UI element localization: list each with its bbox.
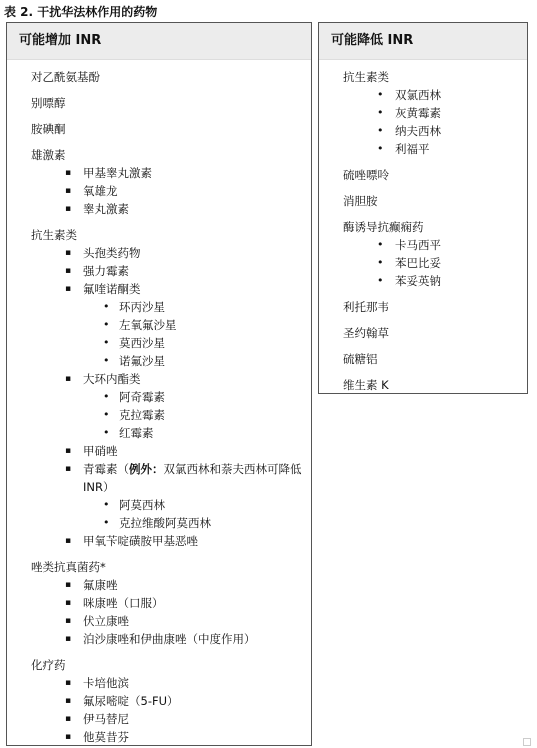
drug-item-label: 青霉素 <box>83 462 118 476</box>
drug-group: 利托那韦 <box>343 300 389 314</box>
drug-item: ▪ 强力霉素 <box>31 262 311 280</box>
drug-item: ▪ 卡培他滨 <box>31 674 311 692</box>
drug-group: 抗生素类 <box>343 70 389 84</box>
drug-item <box>31 460 311 496</box>
drug-item: ▪ 他莫昔芬 <box>31 728 311 746</box>
drug-group: 唑类抗真菌药* <box>31 560 106 574</box>
drug-group: 雄激素 <box>31 148 66 162</box>
drug-item: ▪ 头孢类药物 <box>31 244 311 262</box>
drug-subitem: • 红霉素 <box>31 424 311 442</box>
drug-group: 别嘌醇 <box>31 96 66 110</box>
increase-inr-list <box>7 60 311 746</box>
drug-subitem: • 阿奇霉素 <box>31 388 311 406</box>
note-exception-label: 例外： <box>129 462 164 476</box>
table-title: 表 2. 干扰华法林作用的药物 <box>4 5 158 19</box>
note-text: 双氯西林和萘夫西林可降低 INR） <box>83 462 302 494</box>
drug-group: 化疗药 <box>31 658 66 672</box>
drug-subitem: • 环丙沙星 <box>31 298 311 316</box>
decrease-inr-panel <box>318 22 528 394</box>
drug-item: ▪ 氧雄龙 <box>31 182 311 200</box>
drug-item: ▪ 大环内酯类 <box>31 370 311 388</box>
drug-group: 抗生素类 <box>31 228 77 242</box>
drug-subitem: • 克拉维酸阿莫西林 <box>31 514 311 532</box>
drug-item: ▪ 甲氧苄啶磺胺甲基恶唑 <box>31 532 311 550</box>
drug-group: 维生素 K <box>343 378 389 392</box>
drug-item: ▪ 睾丸激素 <box>31 200 311 218</box>
decrease-inr-header: 可能降低 INR <box>319 23 527 60</box>
drug-item: ▪ 咪康唑（口服） <box>31 594 311 612</box>
drug-subitem: • 左氧氟沙星 <box>31 316 311 334</box>
drug-item: • 双氯西林 <box>343 86 527 104</box>
drug-group: 对乙酰氨基酚 <box>31 70 100 84</box>
drug-item: ▪ 伏立康唑 <box>31 612 311 630</box>
drug-item: • 卡马西平 <box>343 236 527 254</box>
drug-subitem: • 克拉霉素 <box>31 406 311 424</box>
drug-item: • 灰黄霉素 <box>343 104 527 122</box>
drug-item: ▪ 伊马替尼 <box>31 710 311 728</box>
drug-subitem: • 阿莫西林 <box>31 496 311 514</box>
drug-group: 胺碘酮 <box>31 122 66 136</box>
drug-item: • 利福平 <box>343 140 527 158</box>
drug-item: • 纳夫西林 <box>343 122 527 140</box>
drug-item: ▪ 泊沙康唑和伊曲康唑（中度作用） <box>31 630 311 648</box>
drug-subitem: • 莫西沙星 <box>31 334 311 352</box>
drug-group: 硫唑嘌呤 <box>343 168 389 182</box>
drug-subitem: • 诺氟沙星 <box>31 352 311 370</box>
decrease-inr-list <box>319 60 527 394</box>
drug-item: ▪ 甲硝唑 <box>31 442 311 460</box>
increase-inr-panel <box>6 22 312 746</box>
increase-inr-header: 可能增加 INR <box>7 23 311 60</box>
drug-item: ▪ 氟康唑 <box>31 576 311 594</box>
drug-group: 圣约翰草 <box>343 326 389 340</box>
drug-group: 消胆胺 <box>343 194 378 208</box>
drug-item: • 苯巴比妥 <box>343 254 527 272</box>
drug-group: 酶诱导抗癫痫药 <box>343 220 424 234</box>
drug-item: ▪ 氟尿嘧啶（5-FU） <box>31 692 311 710</box>
corner-mark <box>523 738 531 746</box>
drug-item: ▪ 氟喹诺酮类 <box>31 280 311 298</box>
drug-group: 硫糖铝 <box>343 352 378 366</box>
note-prefix: （ <box>117 462 129 476</box>
drug-item: • 苯妥英钠 <box>343 272 527 290</box>
drug-item: ▪ 甲基睾丸激素 <box>31 164 311 182</box>
